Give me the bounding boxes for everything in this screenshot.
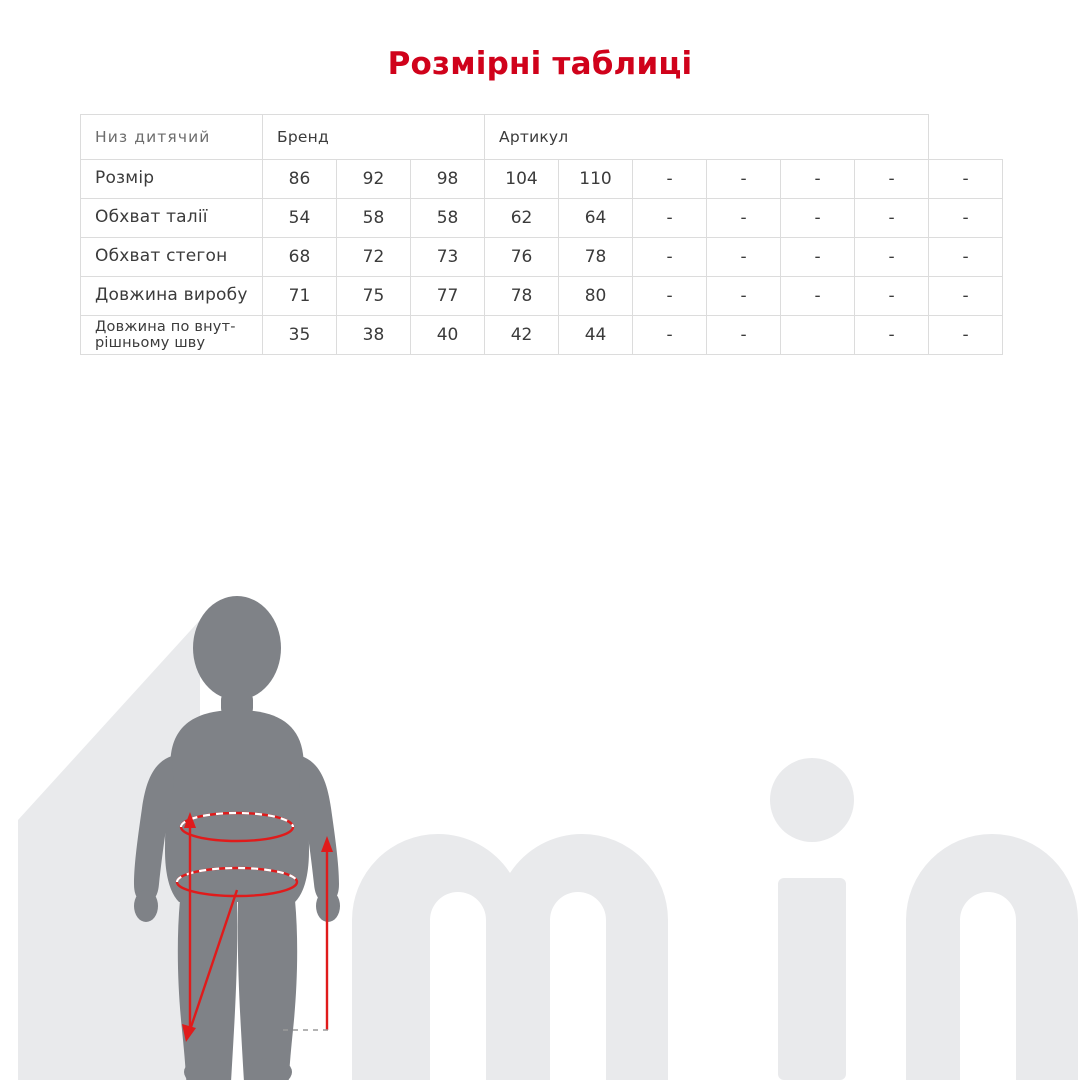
cell: -	[707, 199, 781, 238]
cell: 76	[485, 238, 559, 277]
table-row	[81, 238, 1003, 277]
cell: 77	[411, 277, 485, 316]
cell: -	[855, 160, 929, 199]
cell: -	[707, 238, 781, 277]
cell: 64	[559, 199, 633, 238]
row-label-inseam	[81, 316, 263, 355]
cell: -	[633, 316, 707, 355]
cell: -	[855, 316, 929, 355]
row-label-inseam-line2: рішньому шву	[95, 335, 206, 351]
row-label-product-length: Довжина виробу	[81, 277, 263, 316]
cell: -	[855, 238, 929, 277]
header-article: Артикул	[485, 115, 929, 160]
row-label-inseam-line1: Довжина по внут-	[95, 318, 236, 335]
size-table-container	[80, 114, 1002, 355]
cell: 98	[411, 160, 485, 199]
cell: -	[633, 199, 707, 238]
cell: 75	[337, 277, 411, 316]
cell: -	[855, 277, 929, 316]
cell: 80	[559, 277, 633, 316]
cell: -	[929, 238, 1003, 277]
cell: -	[707, 316, 781, 355]
cell: -	[633, 160, 707, 199]
cell: -	[855, 199, 929, 238]
row-label-hips: Обхват стегон	[81, 238, 263, 277]
row-label-size: Розмір	[81, 160, 263, 199]
cell: 40	[411, 316, 485, 355]
cell: 62	[485, 199, 559, 238]
cell: -	[929, 316, 1003, 355]
cell: -	[781, 160, 855, 199]
cell: -	[781, 277, 855, 316]
table-row	[81, 277, 1003, 316]
size-table	[80, 114, 1003, 355]
measurement-illustration	[0, 560, 1080, 1080]
cell: -	[633, 277, 707, 316]
cell: 78	[485, 277, 559, 316]
cell: -	[929, 199, 1003, 238]
cell: 35	[263, 316, 337, 355]
cell: 68	[263, 238, 337, 277]
cell: -	[781, 199, 855, 238]
table-row	[81, 199, 1003, 238]
table-row	[81, 160, 1003, 199]
cell: 72	[337, 238, 411, 277]
cell: 54	[263, 199, 337, 238]
cell: 44	[559, 316, 633, 355]
cell: 58	[337, 199, 411, 238]
table-header-row	[81, 115, 1003, 160]
page-title: Розмірні таблиці	[387, 46, 693, 82]
cell: -	[929, 160, 1003, 199]
cell: 86	[263, 160, 337, 199]
cell: -	[707, 277, 781, 316]
cell: -	[707, 160, 781, 199]
header-category: Низ дитячий	[81, 115, 263, 160]
cell: 92	[337, 160, 411, 199]
cell: 110	[559, 160, 633, 199]
cell: -	[633, 238, 707, 277]
cell: 78	[559, 238, 633, 277]
cell: -	[781, 238, 855, 277]
cell: -	[929, 277, 1003, 316]
cell: 71	[263, 277, 337, 316]
cell: 42	[485, 316, 559, 355]
table-row	[81, 316, 1003, 355]
cell: 104	[485, 160, 559, 199]
cell: 38	[337, 316, 411, 355]
cell: 73	[411, 238, 485, 277]
cell	[781, 316, 855, 355]
cell: 58	[411, 199, 485, 238]
header-brand: Бренд	[263, 115, 485, 160]
row-label-waist: Обхват талії	[81, 199, 263, 238]
